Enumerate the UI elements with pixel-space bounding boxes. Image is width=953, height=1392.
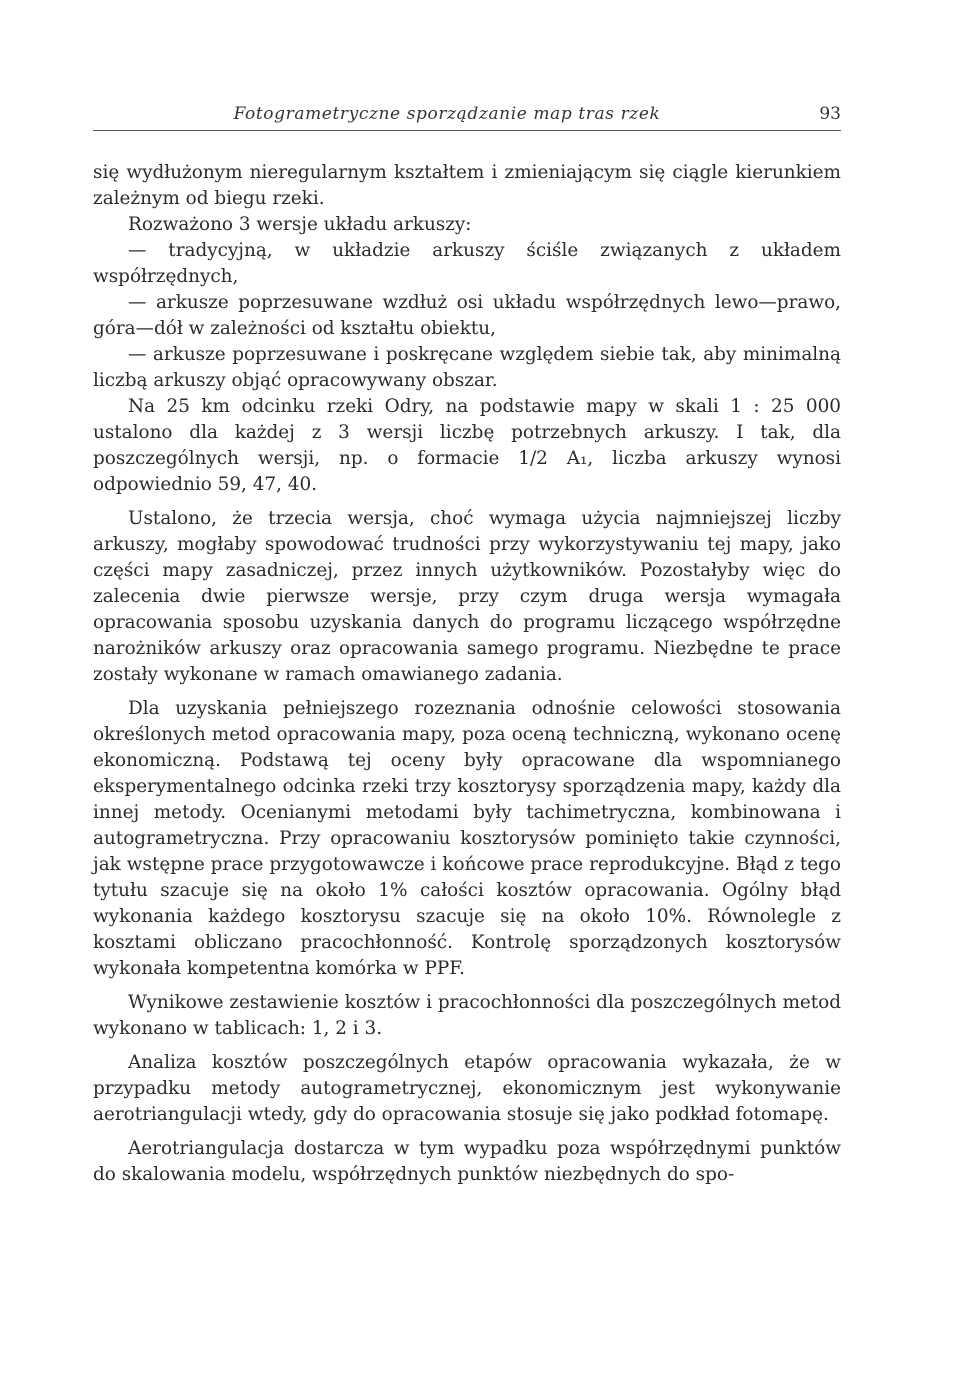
paragraph: Rozważono 3 wersje układu arkuszy: <box>128 214 472 235</box>
paragraph: Dla uzyskania pełniejszego rozeznania odnośnie celowości stosowania określonych metod opracowania mapy, poza oceną techniczną, wykonano ocenę ekonomiczną. Podstawą tej oceny były opracowane dla wspomnianego eksperymentalnego odcinka rzeki trzy kosztorysy sporządzenia mapy, każdy dla innej metody. Ocenianymi metodami były tachimetryczna, kombinowana i autogrametryczna. Przy opracowaniu kosztorysów pominięto takie czynności, jak wstępne prace przygotowawcze i końcowe prace reprodukcyjne. Błąd z tego tytułu szacuje się na około 1% całości kosztów opracowania. Ogólny błąd wykonania każdego kosztorysu szacuje się na około 10%. Równolegle z kosztami obliczano pracochłonność. Kontrolę sporządzonych kosztorysów wykonała kompetentna komórka w PPF. <box>93 698 841 979</box>
list-item: — arkusze poprzesuwane i poskręcane względem siebie tak, aby minimalną liczbą arkuszy objąć opracowywany obszar. <box>93 344 841 391</box>
page-header <box>93 104 841 131</box>
paragraph: Wynikowe zestawienie kosztów i pracochłonności dla poszczególnych metod wykonano w tablicach: 1, 2 i 3. <box>93 992 841 1039</box>
paragraph: Na 25 km odcinku rzeki Odry, na podstawie mapy w skali 1 : 25 000 ustalono dla każdej z 3 wersji liczbę potrzebnych arkuszy. I tak, dla poszczególnych wersji, np. o formacie 1/2 A₁, liczba arkuszy wynosi odpowiednio 59, 47, 40. <box>93 396 841 495</box>
body-text <box>93 160 841 1188</box>
paragraph: Ustalono, że trzecia wersja, choć wymaga użycia najmniejszej liczby arkuszy, mogłaby spowodować trudności przy wykorzystywaniu tej mapy, jako części mapy zasadniczej, przez innych użytkowników. Pozostałyby więc do zalecenia dwie pierwsze wersje, przy czym druga wersja wymagała opracowania sposobu uzyskania danych do programu liczącego współrzędne narożników arkuszy oraz opracowania samego programu. Niezbędne te prace zostały wykonane w ramach omawianego zadania. <box>93 508 841 685</box>
running-title: Fotogrametryczne sporządzanie map tras rzek <box>233 104 661 124</box>
list-item: — tradycyjną, w układzie arkuszy ściśle związanych z układem współrzędnych, <box>93 240 841 287</box>
paragraph: się wydłużonym nieregularnym kształtem i zmieniającym się ciągle kierunkiem zależnym od biegu rzeki. <box>93 162 841 209</box>
paragraph: Analiza kosztów poszczególnych etapów opracowania wykazała, że w przypadku metody autogrametrycznej, ekonomicznym jest wykonywanie aerotriangulacji wtedy, gdy do opracowania stosuje się jako podkład fotomapę. <box>93 1052 841 1125</box>
paragraph: Aerotriangulacja dostarcza w tym wypadku poza współrzędnymi punktów do skalowania modelu, współrzędnych punktów niezbędnych do spo- <box>93 1138 841 1185</box>
list-item: — arkusze poprzesuwane wzdłuż osi układu współrzędnych lewo—prawo, góra—dół w zależności od kształtu obiektu, <box>93 292 841 339</box>
page-number: 93 <box>819 104 841 124</box>
